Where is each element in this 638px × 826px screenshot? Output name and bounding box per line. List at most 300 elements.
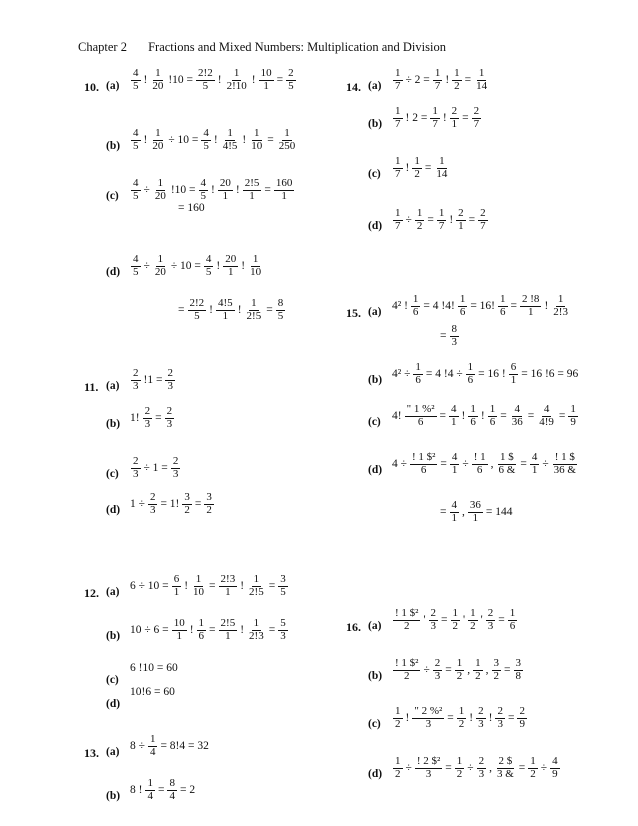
part-label: (c) <box>368 718 381 730</box>
math-expression <box>130 178 295 202</box>
denominator: 2 <box>454 79 460 92</box>
denominator: 1 <box>531 463 538 476</box>
fraction <box>393 706 403 730</box>
math-token: , <box>490 458 494 471</box>
part-label: (a) <box>106 80 120 92</box>
denominator: 20 <box>154 265 166 278</box>
denominator: 6 <box>415 373 421 386</box>
fraction <box>278 618 288 642</box>
numerator: 4 <box>514 403 520 415</box>
numerator: 3 <box>206 491 212 503</box>
math-token: = <box>518 762 526 775</box>
denominator: 1 <box>472 511 479 524</box>
math-expression <box>130 618 289 642</box>
part-label: (c) <box>106 674 119 686</box>
numerator: 10 <box>173 617 185 629</box>
math-token: = <box>209 624 216 637</box>
math-token: 6 ÷ 10 = <box>130 580 169 593</box>
math-token: = 1! <box>160 498 180 511</box>
fraction <box>412 156 422 180</box>
fraction <box>182 492 192 516</box>
denominator: 7 <box>395 117 401 130</box>
denominator: 3 <box>172 467 179 480</box>
fraction <box>201 128 211 152</box>
part-label: (d) <box>106 698 121 710</box>
math-token: 10!6 = 60 <box>130 686 175 698</box>
numerator: 1 <box>459 293 466 305</box>
math-token: = <box>276 74 284 87</box>
math-expression <box>392 756 561 780</box>
numerator: 2 <box>497 705 503 717</box>
denominator: 3 <box>478 717 484 730</box>
numerator: 1 <box>454 67 460 79</box>
denominator: 3 <box>149 503 156 516</box>
denominator: 6 & <box>498 463 516 476</box>
fraction <box>508 608 518 632</box>
math-token: = <box>427 214 434 227</box>
denominator: 2 <box>414 167 420 180</box>
fraction <box>449 404 459 428</box>
denominator: 2!5 <box>246 309 262 322</box>
numerator: ! 1 $² <box>395 607 419 619</box>
numerator: 4!5 <box>218 297 233 309</box>
denominator: 5 <box>194 309 200 322</box>
denominator: 2 <box>395 717 401 730</box>
numerator: 1 <box>253 617 260 629</box>
numerator: 1 <box>530 755 536 767</box>
math-token: ! <box>241 260 246 273</box>
numerator: 2 <box>478 705 484 717</box>
math-expression <box>130 406 175 430</box>
denominator: 36 <box>511 415 523 428</box>
fraction <box>216 298 235 322</box>
math-token: = <box>266 304 273 317</box>
numerator: 1 <box>500 293 506 305</box>
fraction <box>450 106 460 130</box>
math-expression <box>392 294 571 318</box>
numerator: ! 1 <box>473 451 486 463</box>
fraction <box>247 618 266 642</box>
math-token: ! <box>469 712 474 725</box>
numerator: 1 <box>458 705 465 717</box>
part-label: (d) <box>106 266 121 278</box>
math-token: ! <box>189 624 194 637</box>
math-token: = <box>464 74 472 87</box>
math-token: = <box>194 498 202 511</box>
numerator: 1 <box>157 253 164 265</box>
denominator: 5 <box>280 585 286 598</box>
fraction <box>143 406 153 430</box>
fraction <box>148 492 158 516</box>
math-token: 4² ÷ <box>392 368 411 381</box>
fraction <box>150 68 165 92</box>
math-token: 8 ÷ <box>130 740 145 753</box>
denominator: 2 <box>403 619 410 632</box>
part-label: (a) <box>106 746 120 758</box>
math-token: ÷ <box>423 664 430 677</box>
denominator: 4!9 <box>539 415 554 428</box>
math-expression <box>130 734 209 758</box>
fraction <box>476 706 486 730</box>
math-token: ! <box>544 300 549 313</box>
numerator: 3 <box>493 657 500 669</box>
denominator: 3 <box>425 717 432 730</box>
denominator: 1 <box>225 585 231 598</box>
numerator: 1 <box>478 67 485 79</box>
fraction <box>221 128 240 152</box>
denominator: 6 <box>500 305 506 318</box>
fraction <box>468 608 478 632</box>
numerator: 2 <box>519 705 525 717</box>
denominator: 4!5 <box>222 139 238 152</box>
fraction <box>472 106 482 130</box>
numerator: 4 <box>552 755 558 767</box>
fraction <box>495 756 516 780</box>
fraction <box>172 574 182 598</box>
denominator: 14 <box>476 79 488 92</box>
numerator: 20 <box>225 253 237 265</box>
denominator: 7 <box>395 79 401 92</box>
numerator: ! 1 $² <box>411 451 436 463</box>
math-token: ' <box>480 614 483 627</box>
numerator: 1 <box>395 67 401 79</box>
chapter-label: Chapter 2 <box>78 40 127 54</box>
fraction <box>468 404 478 428</box>
denominator: 20 <box>152 139 164 152</box>
numerator: 2!5 <box>244 177 260 189</box>
numerator: 1 <box>253 573 260 585</box>
numerator: 160 <box>275 177 293 189</box>
fraction <box>245 298 264 322</box>
math-token: = <box>558 410 566 423</box>
math-token: = <box>209 580 216 593</box>
numerator: 8 <box>277 297 284 309</box>
denominator: 6 <box>470 415 476 428</box>
denominator: 5 <box>202 79 209 92</box>
fraction <box>455 756 465 780</box>
math-token: = 4 !4 ÷ <box>425 368 463 381</box>
numerator: 1 <box>452 607 459 619</box>
denominator: 7 <box>480 219 486 232</box>
math-token: ÷ <box>462 458 469 471</box>
fraction <box>486 608 496 632</box>
denominator: 5 <box>133 189 139 202</box>
math-token: ! <box>445 74 450 87</box>
math-token: = <box>504 664 511 677</box>
denominator: 2 <box>452 619 459 632</box>
fraction <box>277 128 298 152</box>
denominator: 2 <box>530 767 536 780</box>
fraction <box>429 608 439 632</box>
math-expression <box>392 156 450 180</box>
fraction <box>165 406 175 430</box>
numerator: " 1 %² <box>406 403 435 415</box>
fraction <box>450 500 460 524</box>
denominator: 1 <box>222 189 229 202</box>
numerator: 1 <box>414 155 420 167</box>
fraction <box>412 706 444 730</box>
fraction <box>172 618 187 642</box>
numerator: 1 <box>395 105 401 117</box>
denominator: 2!5 <box>249 585 264 598</box>
denominator: 5 <box>133 139 139 152</box>
fraction <box>393 756 403 780</box>
numerator: 4 <box>133 177 139 189</box>
math-token: ! <box>216 260 221 273</box>
math-token: , <box>467 664 471 677</box>
numerator: 2 <box>167 367 173 379</box>
math-token: ÷ <box>143 184 150 197</box>
numerator: 1 <box>395 705 401 717</box>
math-token: ! <box>213 134 218 147</box>
numerator: 2 <box>478 755 485 767</box>
math-expression <box>130 254 264 278</box>
denominator: 10 <box>193 585 205 598</box>
denominator: 6 <box>420 463 427 476</box>
denominator: 6 <box>198 629 205 642</box>
numerator: 3 <box>280 573 286 585</box>
math-token: = <box>178 304 185 317</box>
denominator: 36 & <box>553 463 576 476</box>
fraction <box>131 456 141 480</box>
numerator: 2 <box>473 105 480 117</box>
math-token: = <box>468 214 476 227</box>
math-token: 4² ! <box>392 300 408 313</box>
denominator: 1 <box>281 189 287 202</box>
denominator: 9 <box>519 717 525 730</box>
math-token: ! <box>480 410 485 423</box>
numerator: 5 <box>280 617 286 629</box>
math-token: ÷ <box>467 762 474 775</box>
fraction <box>153 178 168 202</box>
denominator: 3 <box>425 767 432 780</box>
denominator: 7 <box>395 219 401 232</box>
fraction <box>131 254 141 278</box>
numerator: 2 $ <box>498 755 513 767</box>
part-label: (b) <box>106 418 121 430</box>
denominator: 1 <box>222 309 229 322</box>
numerator: 1 <box>470 403 476 415</box>
fraction <box>495 706 505 730</box>
chapter-title: Fractions and Mixed Numbers: Multiplication and Division <box>148 40 446 54</box>
numerator: 3 <box>515 657 522 669</box>
numerator: 36 <box>469 499 481 511</box>
fraction <box>219 574 238 598</box>
math-token: ! <box>211 184 215 197</box>
denominator: 3 <box>280 629 286 642</box>
math-token: ÷ <box>143 260 150 273</box>
fraction <box>415 756 442 780</box>
numerator: 1 <box>155 67 161 79</box>
fraction <box>455 658 465 682</box>
math-token: ! <box>449 214 454 227</box>
math-token: = <box>527 410 535 423</box>
fraction <box>472 452 488 476</box>
denominator: 7 <box>473 117 480 130</box>
fraction <box>405 404 437 428</box>
math-token: = <box>507 712 515 725</box>
numerator: 1 <box>251 297 257 309</box>
math-token: = <box>424 162 432 175</box>
fraction <box>393 106 403 130</box>
numerator: 2 <box>166 405 173 417</box>
fraction <box>415 208 425 232</box>
fraction <box>131 178 141 202</box>
math-expression <box>130 128 298 152</box>
fraction <box>165 368 175 392</box>
numerator: 2 <box>430 607 437 619</box>
fraction <box>430 106 440 130</box>
denominator: 6 <box>459 305 466 318</box>
math-expression <box>130 778 195 802</box>
numerator: 1 <box>195 573 202 585</box>
fraction <box>150 128 165 152</box>
denominator: 5 <box>288 79 294 92</box>
denominator: 3 <box>144 417 151 430</box>
fraction <box>225 68 249 92</box>
denominator: 5 <box>133 265 139 278</box>
denominator: 3 <box>133 379 139 392</box>
fraction <box>537 404 556 428</box>
math-token: ' <box>423 614 426 627</box>
denominator: 20 <box>154 189 166 202</box>
denominator: 5 <box>133 79 139 92</box>
fraction <box>514 658 524 682</box>
math-token: 4! <box>392 410 402 423</box>
math-token: = <box>462 112 469 125</box>
numerator: 1 <box>456 657 463 669</box>
fraction <box>517 706 527 730</box>
denominator: 9 <box>570 415 576 428</box>
denominator: 6 <box>412 305 419 318</box>
math-token: ! <box>184 580 189 593</box>
math-token: ! <box>237 304 242 317</box>
numerator: 1 <box>233 67 240 79</box>
fraction <box>204 492 214 516</box>
math-token: !10 = <box>168 74 194 87</box>
denominator: 7 <box>438 219 445 232</box>
math-token: ! <box>242 134 247 147</box>
math-expression <box>178 298 286 322</box>
part-label: (b) <box>368 670 383 682</box>
numerator: 1 <box>489 403 496 415</box>
math-token: ÷ <box>540 762 548 775</box>
denominator: 1 <box>527 305 534 318</box>
denominator: 4 <box>169 789 175 802</box>
denominator: 5 <box>200 189 207 202</box>
denominator: 14 <box>436 167 448 180</box>
fraction <box>218 178 233 202</box>
fraction <box>473 658 483 682</box>
math-token: ! <box>209 304 214 317</box>
numerator: 3 <box>184 491 190 503</box>
denominator: 2!10 <box>226 79 247 92</box>
numerator: 1 $ <box>500 451 514 463</box>
numerator: 6 <box>173 573 180 585</box>
math-token: ' <box>463 614 466 627</box>
math-token: = <box>441 614 448 627</box>
math-token: , <box>462 506 465 519</box>
math-token: = <box>445 762 452 775</box>
problem-number: 11. <box>84 380 99 394</box>
fraction <box>498 294 508 318</box>
denominator: 3 <box>434 669 441 682</box>
math-expression <box>130 686 175 698</box>
numerator: 1 <box>155 127 161 139</box>
denominator: 2 <box>403 669 410 682</box>
problem-number: 15. <box>346 306 361 320</box>
math-token: = <box>500 410 507 423</box>
math-token: 4 ÷ <box>392 458 407 471</box>
math-expression <box>440 324 460 348</box>
math-token: ! <box>251 74 256 87</box>
fraction <box>551 294 570 318</box>
denominator: 1 <box>173 585 180 598</box>
fraction <box>247 574 266 598</box>
numerator: 2 <box>144 405 151 417</box>
denominator: 10 <box>251 139 263 152</box>
math-expression <box>130 492 215 516</box>
numerator: ! 1 $ <box>554 451 575 463</box>
part-label: (d) <box>368 220 383 232</box>
math-token: ! <box>240 624 245 637</box>
math-token: = <box>440 458 447 471</box>
numerator: 1 <box>434 67 441 79</box>
fraction <box>148 734 158 758</box>
denominator: 1 <box>225 629 231 642</box>
fraction <box>433 658 443 682</box>
denominator: 5 <box>277 309 284 322</box>
denominator: 1 <box>458 219 464 232</box>
fraction <box>188 298 207 322</box>
math-token: = <box>155 412 162 425</box>
fraction <box>497 452 518 476</box>
numerator: 2!2 <box>189 297 205 309</box>
fraction <box>451 608 461 632</box>
fraction <box>191 574 206 598</box>
denominator: 7 <box>432 117 438 130</box>
math-token: ! <box>405 712 410 725</box>
math-token: !10 = <box>170 184 196 197</box>
numerator: ! 2 $² <box>416 755 441 767</box>
numerator: 10 <box>260 67 272 79</box>
math-token: 1 ÷ <box>130 498 145 511</box>
numerator: 1 <box>470 607 476 619</box>
denominator: 6 <box>476 463 483 476</box>
numerator: 4 <box>205 253 212 265</box>
fraction <box>274 178 295 202</box>
numerator: 1 <box>557 293 564 305</box>
math-expression <box>178 202 205 214</box>
math-token: ÷ <box>542 458 549 471</box>
numerator: 2 <box>133 367 139 379</box>
denominator: 2 <box>493 669 500 682</box>
fraction <box>510 404 525 428</box>
part-label: (a) <box>106 380 120 392</box>
numerator: 1 <box>147 777 153 789</box>
denominator: 2 <box>206 503 212 516</box>
fraction <box>286 68 296 92</box>
math-token: = <box>268 580 276 593</box>
part-label: (a) <box>368 306 382 318</box>
numerator: 1 <box>395 155 401 167</box>
part-label: (b) <box>106 790 121 802</box>
page-header <box>78 40 446 55</box>
math-expression <box>392 208 489 232</box>
math-token: = 16! <box>470 300 496 313</box>
fraction <box>550 756 560 780</box>
fraction <box>153 254 168 278</box>
